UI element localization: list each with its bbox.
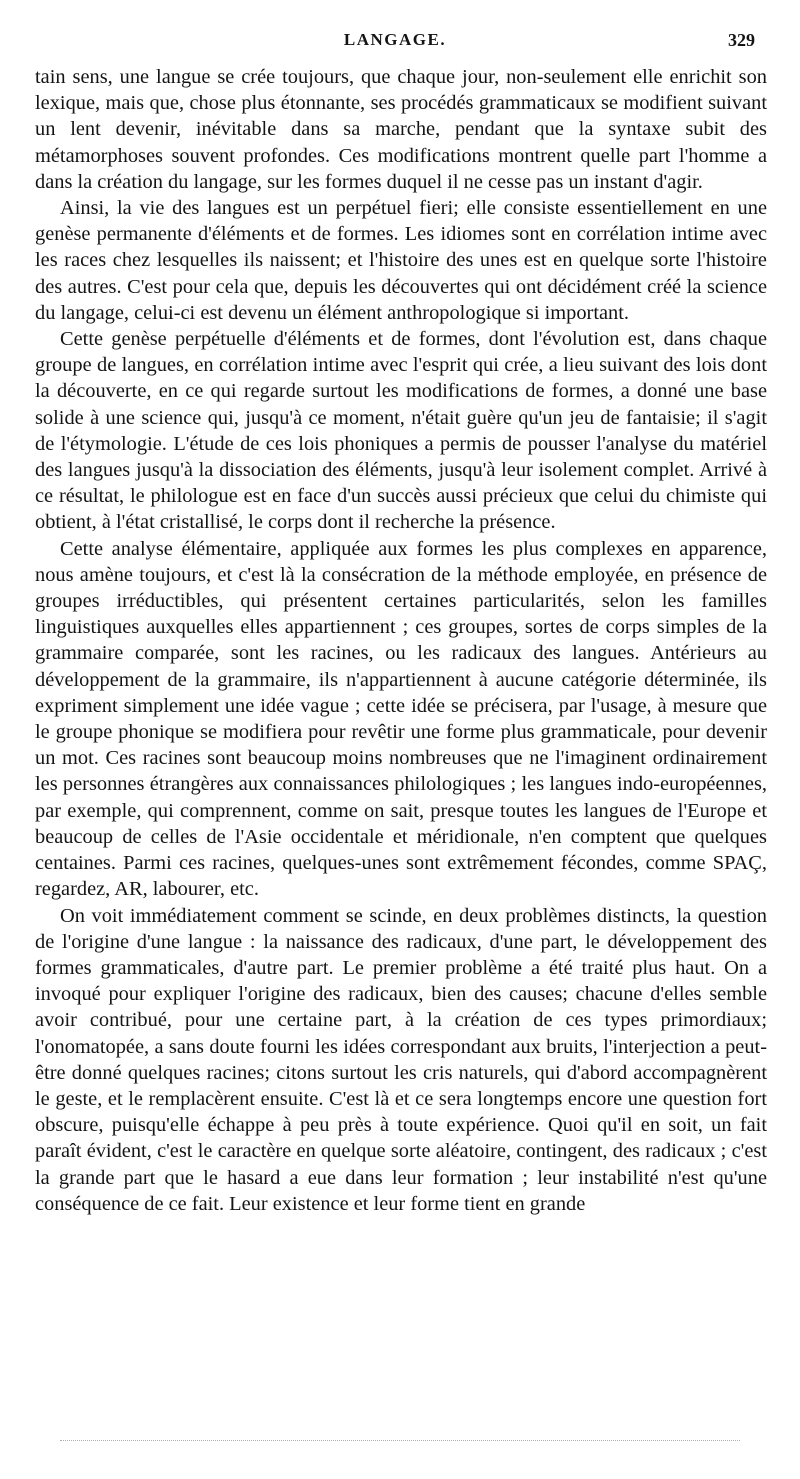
paragraph-3: Cette genèse perpétuelle d'éléments et de formes, dont l'évolution est, dans chaque groupe de langues, en corrélation intime avec l'esprit qui crée, a lieu suivant des lois dont la découverte, en ce qui regarde surtout les modifications de formes, a donné une base solide à une science qui, jusqu'à ce moment, n'était guère qu'un jeu de fantaisie; il s'agit de l'étymologie. L'étude de ces lois phoniques a permis de pousser l'analyse du matériel des langues jusqu'à la dissociation des éléments, jusqu'à leur isolement complet. Arrivé à ce résultat, le philologue est en face d'un succès aussi précieux que celui du chimiste qui obtient, à l'état cristallisé, le corps dont il recherche la présence.: [35, 328, 767, 534]
paragraph-5: On voit immédiatement comment se scinde, en deux problèmes distincts, la question de l'origine d'une langue : la naissance des radicaux, d'une part, le développement des formes grammaticales, d'autre part. Le premier problème a été traité plus haut. On a invoqué pour expliquer l'origine des radicaux, bien des causes; chacune d'elles semble avoir contribué, pour une certaine part, à la création de ces types primordiaux; l'onomatopée, a sans doute fourni les idées correspondant aux bruits, l'interjection a peut-être donné quelques racines; citons surtout les cris naturels, qui d'abord accompagnèrent le geste, et le remplacèrent ensuite. C'est là et ce sera longtemps encore une question fort obscure, puisqu'elle échappe à peu près à toute expérience. Quoi qu'il en soit, un fait paraît évident, c'est le caractère en quelque sorte aléatoire, contingent, des radicaux ; c'est la grande part que le hasard a eue dans leur formation ; leur instabilité n'est qu'une conséquence de ce fait. Leur existence et leur forme tient en grande: [35, 904, 767, 1215]
paragraph-1: tain sens, une langue se crée toujours, que chaque jour, non-seulement elle enrichit son lexique, mais que, chose plus étonnante, ses procédés grammaticaux se modifient suivant un lent devenir, inévitable dans sa marche, pendant que la syntaxe subit des métamorphoses souvent profondes. Ces modifications montrent quelle part l'homme a dans la création du langage, sur les formes duquel il ne cesse pas un instant d'agir.: [35, 66, 767, 193]
bleed-through-marks: [60, 1440, 740, 1443]
paragraph-4: Cette analyse élémentaire, appliquée aux formes les plus complexes en apparence, nous amène toujours, et c'est là la consécration de la méthode employée, en présence de groupes irréductibles, qui présentent certaines particularités, selon les familles linguistiques auxquelles elles appartiennent ; ces groupes, sortes de corps simples de la grammaire comparée, sont les racines, ou les radicaux des langues. Antérieurs au développement de la grammaire, ils n'appartiennent à aucune catégorie déterminée, ils expriment simplement une idée vague ; cette idée se précisera, par l'usage, à mesure que le groupe phonique se modifiera pour revêtir une forme plus grammaticale, pour devenir un mot. Ces racines sont beaucoup moins nombreuses que ne l'imaginent ordinairement les personnes étrangères aux connaissances philologiques ; les langues indo-européennes, par exemple, qui comprennent, comme on sait, presque toutes les langues de l'Europe et beaucoup de celles de l'Asie occidentale et méridionale, n'en comptent que quelques centaines. Parmi ces racines, quelques-unes sont extrêmement fécondes, comme SPAÇ, regardez, AR, labourer, etc.: [35, 537, 767, 901]
paragraph-2: Ainsi, la vie des langues est un perpétuel fieri; elle consiste essentiellement en une genèse permanente d'éléments et de formes. Les idiomes sont en corrélation intime avec les races chez lesquelles ils naissent; et l'histoire des unes est en quelque sorte l'histoire des autres. C'est pour cela que, depuis les découvertes qui ont décidément créé la science du langage, celui-ci est devenu un élément anthropologique si important.: [35, 197, 767, 324]
running-title: LANGAGE.: [343, 30, 447, 49]
page-header: [35, 30, 755, 60]
page-number: 329: [728, 30, 755, 50]
body-text: [35, 64, 767, 1217]
